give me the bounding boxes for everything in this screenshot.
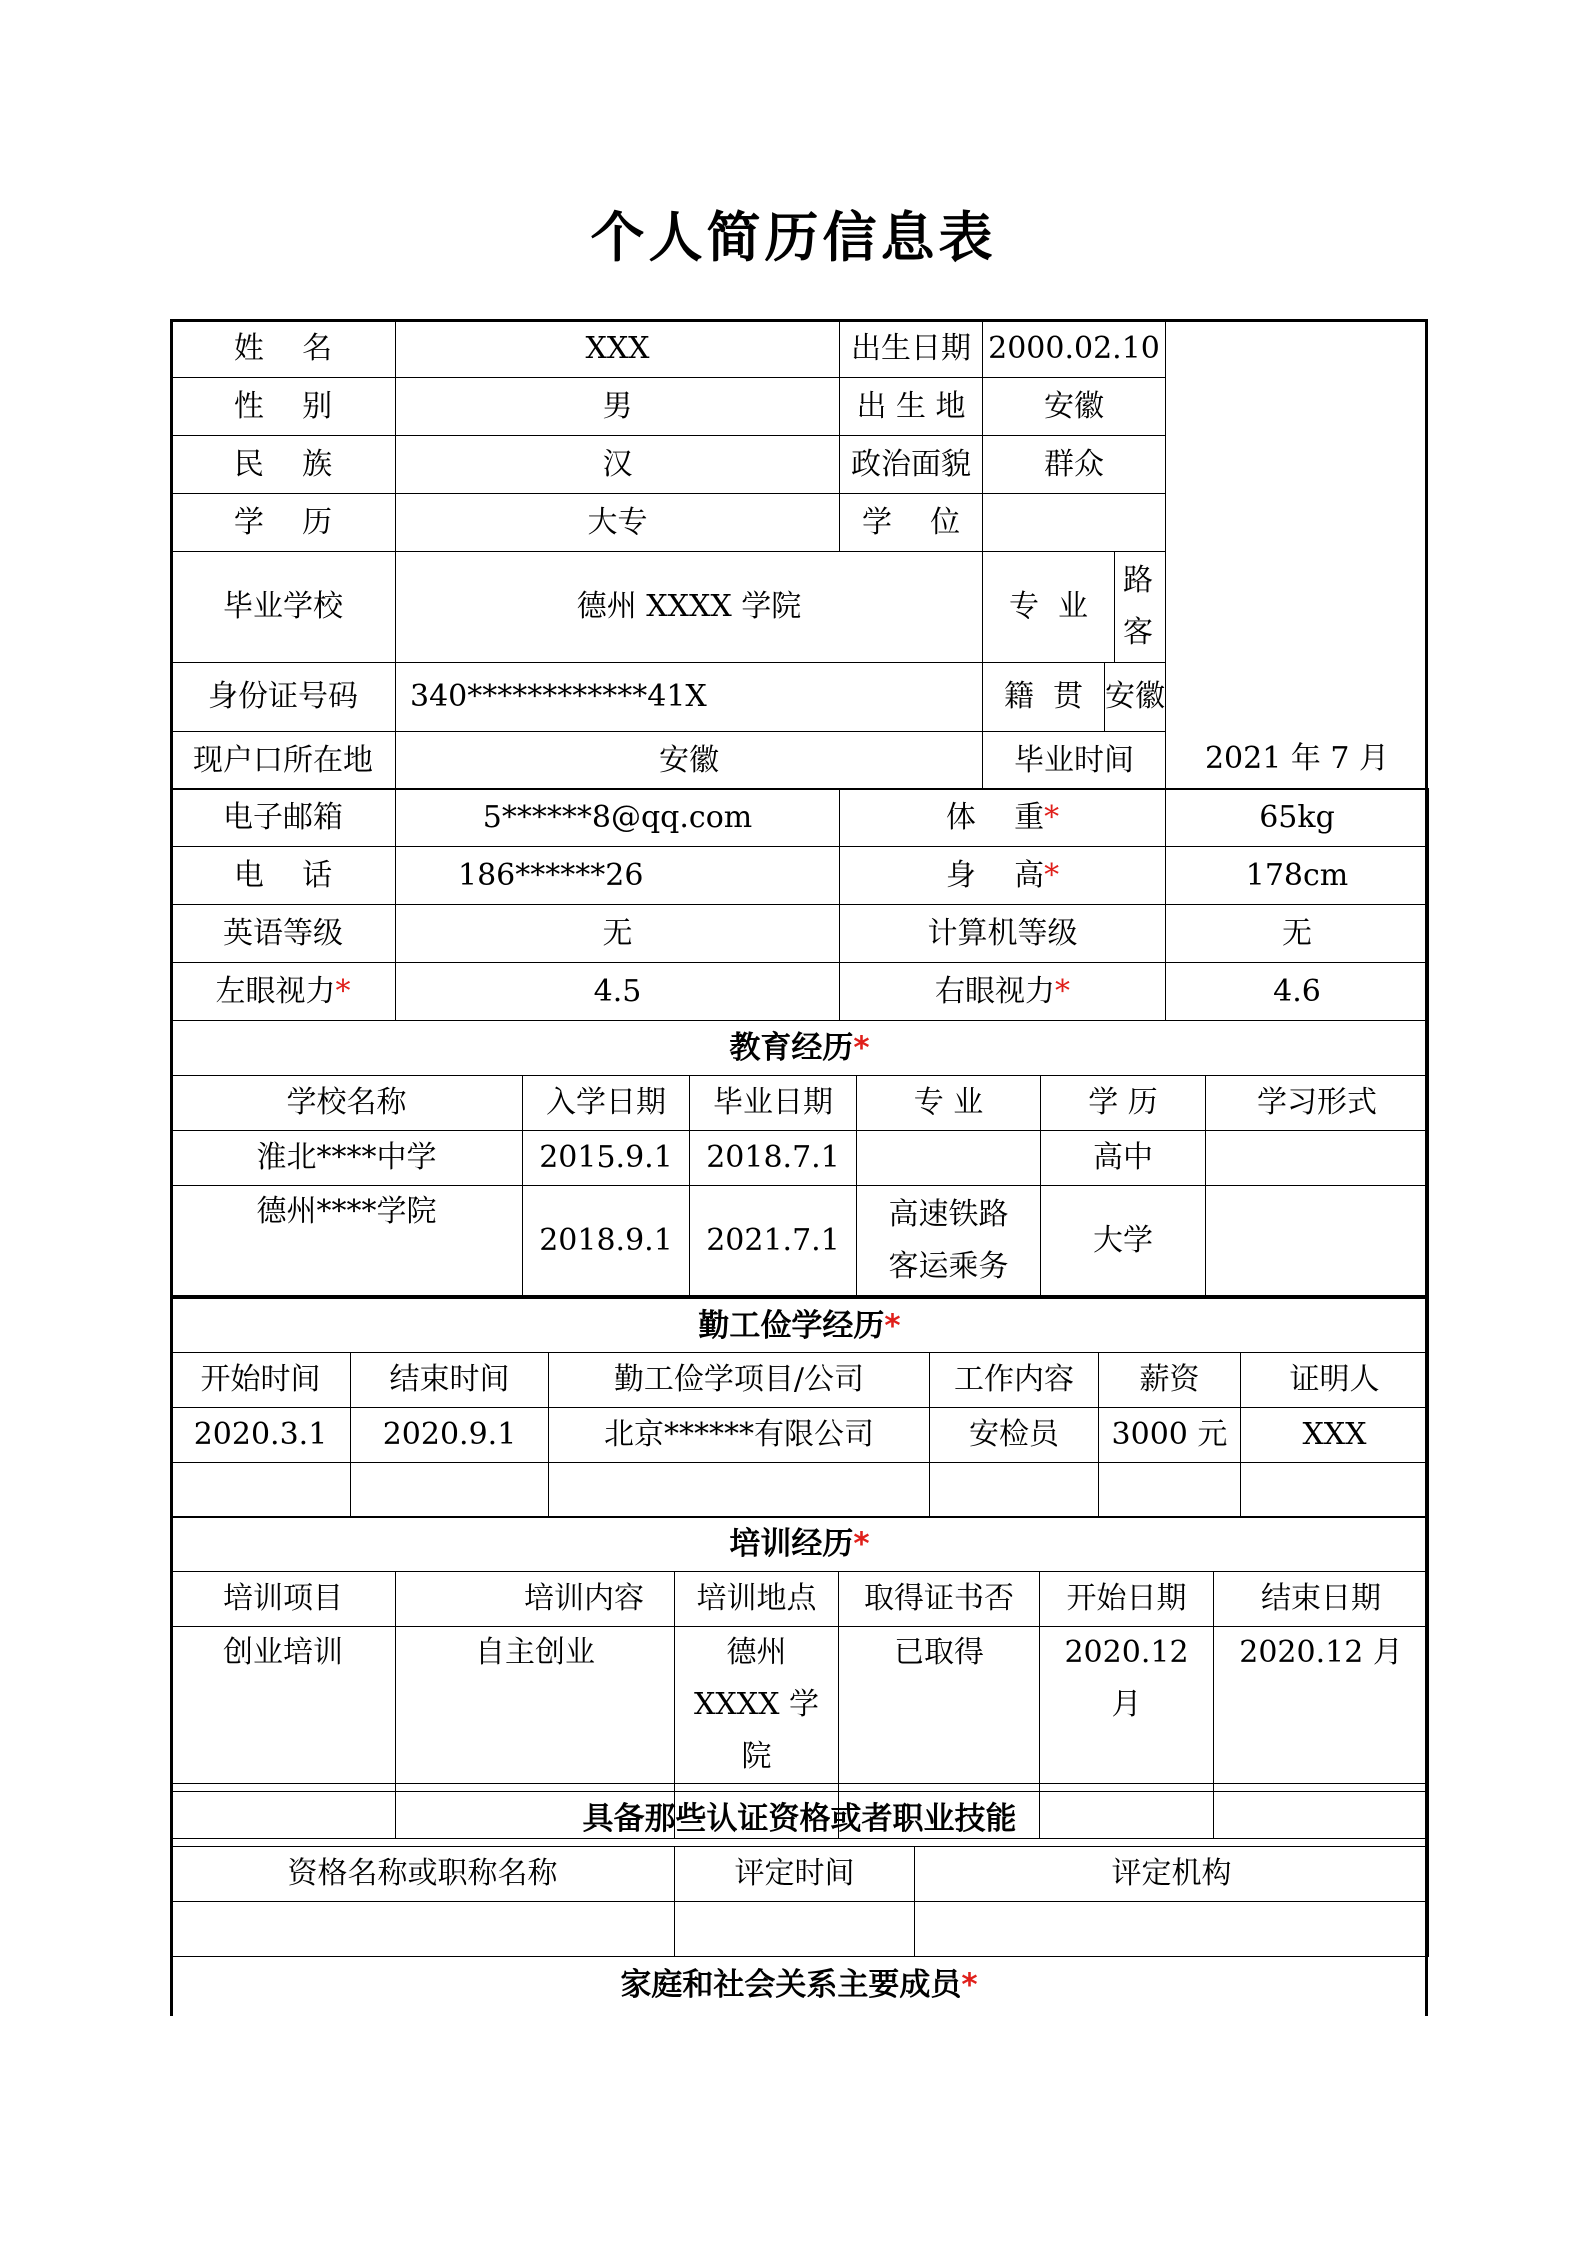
political-label: 政治面貌	[840, 436, 983, 494]
page-title: 个人简历信息表	[590, 206, 997, 269]
cert-col-time: 评定时间	[675, 1847, 915, 1902]
gradtime-value: 2021 年 7 月	[1165, 730, 1428, 788]
lefteye-label: 左眼视力*	[171, 963, 396, 1021]
edu-value: 大专	[396, 494, 840, 552]
height-label: 身 高*	[840, 847, 1166, 905]
edu-label: 学 历	[171, 494, 396, 552]
certs-section	[170, 1791, 1428, 1957]
tr-col-start: 开始日期	[1040, 1572, 1214, 1627]
tr-col-place: 培训地点	[675, 1572, 839, 1627]
political-value: 群众	[983, 436, 1166, 494]
required-star: *	[335, 973, 351, 1009]
id-label: 身份证号码	[171, 663, 396, 732]
family-section	[170, 1956, 1428, 2014]
school-value: 德州 XXXX 学院	[396, 552, 983, 663]
edu-cell: 2018.7.1	[690, 1131, 857, 1186]
lefteye-value: 4.5	[396, 963, 840, 1021]
training-heading: 培训经历*	[171, 1517, 1429, 1572]
edu-cell: 淮北****中学	[171, 1131, 523, 1186]
phone-value: 186******26	[396, 847, 840, 905]
education-section	[170, 1020, 1428, 1296]
work-study-section	[170, 1296, 1428, 1518]
work-study-table	[170, 1296, 1429, 1518]
tr-cell: 已取得	[839, 1627, 1040, 1784]
cert-cell	[171, 1902, 675, 1957]
gender-label: 性 别	[171, 378, 396, 436]
table-row	[171, 1131, 1429, 1186]
edu-cell: 德州****学院	[171, 1186, 523, 1296]
table-row	[171, 1186, 1429, 1296]
edu-cell: 大学	[1041, 1186, 1206, 1296]
edu-cell: 2018.9.1	[523, 1186, 690, 1296]
basic-info-section	[170, 319, 1428, 790]
hukou-value: 安徽	[396, 732, 983, 790]
basic-info-table	[170, 319, 1429, 790]
ws-cell: 2020.3.1	[171, 1408, 351, 1463]
degree-label: 学 位	[840, 494, 983, 552]
ws-cell: 安检员	[930, 1408, 1099, 1463]
english-label: 英语等级	[171, 905, 396, 963]
id-value: 340************41X	[396, 663, 983, 732]
native-value: 安徽	[1105, 679, 1166, 714]
edu-cell: 2021.7.1	[690, 1186, 857, 1296]
tr-cell: 德州 XXXX 学院	[675, 1627, 839, 1784]
edu-cell	[1206, 1131, 1429, 1186]
ws-cell: 北京******有限公司	[549, 1408, 930, 1463]
contact-section	[170, 788, 1428, 1021]
tr-cell: 2020.12 月	[1214, 1627, 1429, 1784]
ws-col-end: 结束时间	[351, 1353, 549, 1408]
email-label: 电子邮箱	[171, 789, 396, 847]
birth-label: 出生日期	[840, 320, 983, 378]
family-heading: 家庭和社会关系主要成员*	[171, 1957, 1428, 2014]
ws-col-content: 工作内容	[930, 1353, 1099, 1408]
ws-cell	[1099, 1463, 1241, 1518]
edu-col-start: 入学日期	[523, 1076, 690, 1131]
edu-cell: 2015.9.1	[523, 1131, 690, 1186]
contact-table	[170, 788, 1429, 1021]
required-star: *	[1055, 973, 1070, 1009]
computer-value: 无	[1166, 905, 1429, 963]
education-heading: 教育经历*	[171, 1021, 1429, 1076]
table-border-left	[170, 319, 173, 2016]
edu-col-end: 毕业日期	[690, 1076, 857, 1131]
table-row	[171, 1627, 1429, 1784]
edu-col-form: 学习形式	[1206, 1076, 1429, 1131]
photo-cell	[1166, 320, 1429, 790]
family-table	[170, 1956, 1428, 2014]
certs-table	[170, 1791, 1429, 1957]
degree-value	[983, 494, 1166, 552]
gradtime-label: 毕业时间	[983, 732, 1166, 790]
righteye-value: 4.6	[1166, 963, 1429, 1021]
tr-cell: 自主创业	[396, 1627, 675, 1784]
edu-cell	[857, 1131, 1041, 1186]
tr-cell: 2020.12 月	[1040, 1627, 1214, 1784]
table-border-top	[170, 319, 1428, 322]
weight-label: 体 重*	[840, 789, 1166, 847]
edu-col-level: 学 历	[1041, 1076, 1206, 1131]
table-row	[171, 1408, 1429, 1463]
required-star: *	[884, 1307, 901, 1344]
major-label: 专 业 路客	[983, 552, 1166, 663]
ws-cell	[171, 1463, 351, 1518]
ws-col-project: 勤工俭学项目/公司	[549, 1353, 930, 1408]
required-star: *	[853, 1030, 870, 1066]
edu-cell: 高中	[1041, 1131, 1206, 1186]
required-star: *	[853, 1526, 870, 1562]
birth-value: 2000.02.10	[983, 320, 1166, 378]
ws-col-witness: 证明人	[1241, 1353, 1429, 1408]
work-study-heading: 勤工俭学经历*	[171, 1298, 1429, 1353]
education-table	[170, 1020, 1429, 1296]
ws-cell	[549, 1463, 930, 1518]
name-value: XXX	[396, 320, 840, 378]
ws-cell: 3000 元	[1099, 1408, 1241, 1463]
tr-col-content: 培训内容	[396, 1572, 675, 1627]
table-border-right	[1425, 319, 1428, 2016]
ws-cell	[930, 1463, 1099, 1518]
tr-col-cert: 取得证书否	[839, 1572, 1040, 1627]
edu-col-major: 专 业	[857, 1076, 1041, 1131]
ws-cell	[351, 1463, 549, 1518]
ws-cell: 2020.9.1	[351, 1408, 549, 1463]
edu-cell	[1206, 1186, 1429, 1296]
tr-cell: 创业培训	[171, 1627, 396, 1784]
hukou-label: 现户口所在地	[171, 732, 396, 790]
table-row	[171, 1902, 1429, 1957]
required-star: *	[961, 1967, 978, 2004]
tr-col-end: 结束日期	[1214, 1572, 1429, 1627]
height-value: 178cm	[1166, 847, 1429, 905]
native-label: 籍 贯	[983, 663, 1105, 731]
certs-heading: 具备那些认证资格或者职业技能	[171, 1792, 1429, 1847]
righteye-label: 右眼视力*	[840, 963, 1166, 1021]
phone-label: 电 话	[171, 847, 396, 905]
native-cell	[983, 663, 1166, 732]
table-row	[171, 1463, 1429, 1518]
tr-col-project: 培训项目	[171, 1572, 396, 1627]
required-star: *	[1044, 799, 1060, 835]
gender-value: 男	[396, 378, 840, 436]
ethnic-label: 民 族	[171, 436, 396, 494]
english-value: 无	[396, 905, 840, 963]
ws-col-salary: 薪资	[1099, 1353, 1241, 1408]
ws-cell	[1241, 1463, 1429, 1518]
major-value: 路客	[1123, 563, 1158, 650]
edu-col-school: 学校名称	[171, 1076, 523, 1131]
birthplace-label: 出 生 地	[840, 378, 983, 436]
required-star: *	[1044, 857, 1060, 893]
cert-col-name: 资格名称或职称名称	[171, 1847, 675, 1902]
cert-cell	[675, 1902, 915, 1957]
edu-cell: 高速铁路客运乘务	[857, 1186, 1041, 1296]
ws-col-start: 开始时间	[171, 1353, 351, 1408]
ws-cell: XXX	[1241, 1408, 1429, 1463]
name-label: 姓 名	[171, 320, 396, 378]
school-label: 毕业学校	[171, 552, 396, 663]
ethnic-value: 汉	[396, 436, 840, 494]
weight-value: 65kg	[1166, 789, 1429, 847]
birthplace-value: 安徽	[983, 378, 1166, 436]
cert-col-org: 评定机构	[915, 1847, 1429, 1902]
computer-label: 计算机等级	[840, 905, 1166, 963]
email-value: 5******8@qq.com	[396, 789, 840, 847]
cert-cell	[915, 1902, 1429, 1957]
